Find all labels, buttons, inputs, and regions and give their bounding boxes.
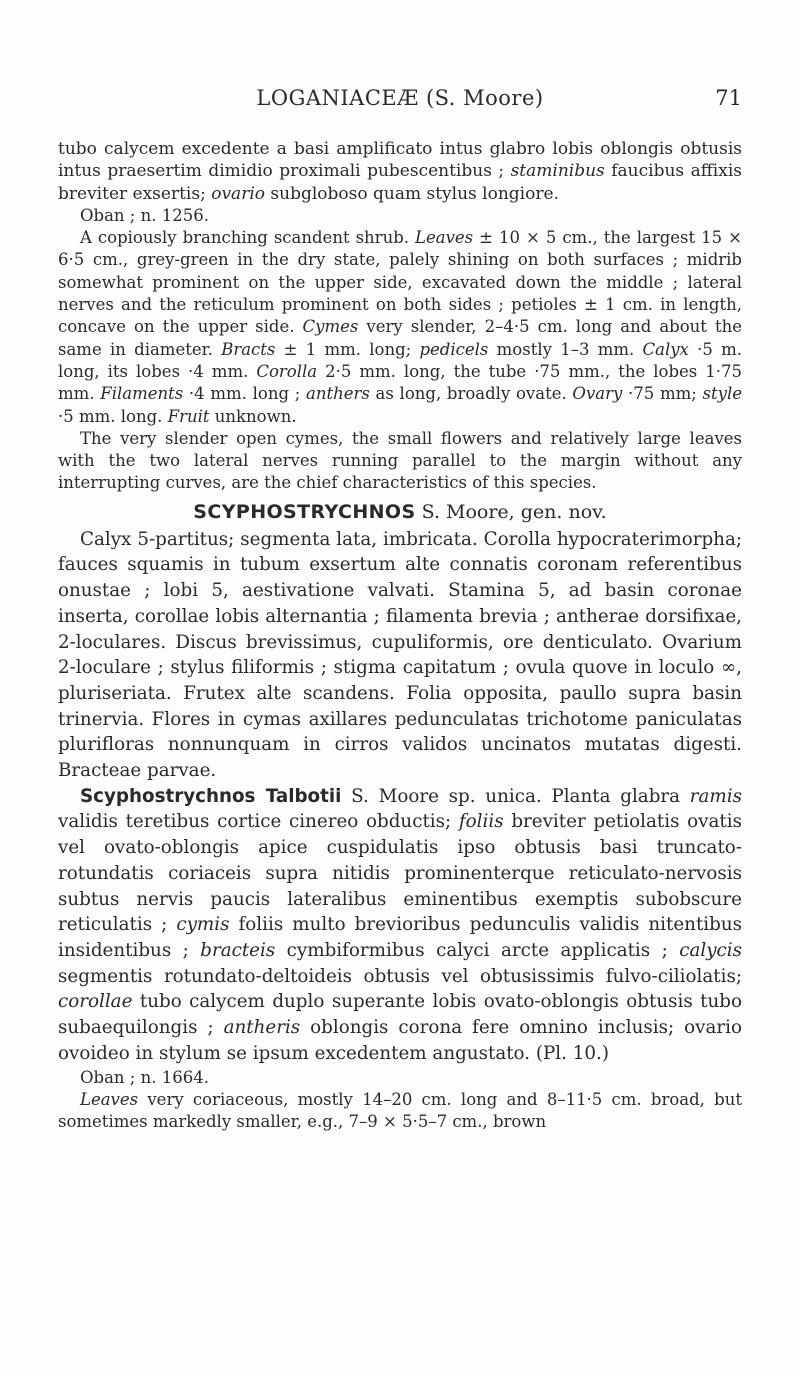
species-description-latin: Scyphostrychnos Talbotii S. Moore sp. unica. Planta glabra ramis validis teretibus cortice cinereo obductis; foliis breviter petiolatis ovatis vel ovato-oblongis apice cuspidulatis ipso obtusis basi truncato-rotundatis coriaceis supra nitidis prominenterque reticulato-nervosis subtus nervis paucis lateralibus eminentibus exemptis subobscure reticulatis ; cymis foliis multo brevioribus pedunculis validis nitentibus insidentibus ; bracteis cymbiformibus calyci arcte applicatis ; calycis segmentis rotundato-deltoideis obtusis vel obtusissimis fulvo-ciliolatis; corollae tubo calycem duplo superante lobis ovato-oblongis obtusis tubo subaequilongis ; antheris oblongis corona fere omnino inclusis; ovario ovoideo in stylum se ipsum excedentem angustato. (Pl. 10.) (58, 785, 742, 1064)
species-remarks: The very slender open cymes, the small flowers and relatively large leaves with the two lateral nerves running parallel to the margin without any interrupting curves, are the chief characteristics of this species. (58, 428, 742, 493)
page-number: 71 (715, 86, 742, 110)
species-description-english: A copiously branching scandent shrub. Leaves ± 10 × 5 cm., the largest 15 × 6·5 cm., grey-green in the dry state, palely shining on both surfaces ; midrib somewhat prominent on the upper side, excavated down the middle ; lateral nerves and the reticulum prominent on both sides ; petioles ± 1 cm. in length, concave on the upper side. Cymes very slender, 2–4·5 cm. long and about the same in diameter. Bracts ± 1 mm. long; pedicels mostly 1–3 mm. Calyx ·5 m. long, its lobes ·4 mm. Corolla 2·5 mm. long, the tube ·75 mm., the lobes 1·75 mm. Filaments ·4 mm. long ; anthers as long, broadly ovate. Ovary ·75 mm; style ·5 mm. long. Fruit unknown. (58, 228, 743, 426)
genus-name: SCYPHOSTRYCHNOS (193, 500, 416, 523)
species-description-english-2: Leaves very coriaceous, mostly 14–20 cm. long and 8–11·5 cm. broad, but sometimes markedly smaller, e.g., 7–9 × 5·5–7 cm., brown (58, 1089, 742, 1132)
locality-citation-2: Oban ; n. 1664. (80, 1067, 209, 1087)
running-header (58, 86, 742, 114)
genus-description-latin: Calyx 5-partitus; segmenta lata, imbricata. Corolla hypocraterimorpha; fauces squamis in tubum exsertum alte connatis coronam referentibus onustae ; lobi 5, aestivatione valvati. Stamina 5, ad basin coronae inserta, corollae lobis alternantia ; filamenta brevia ; antherae dorsifixae, 2-loculares. Discus brevissimus, cupuliformis, ore denticulato. Ovarium 2-loculare ; stylus filiformis ; stigma capitatum ; ovula quove in loculo ∞, pluriseriata. Frutex alte scandens. Folia opposita, paullo supra basin trinervia. Flores in cymas axillares pedunculatas trichotome paniculatas plurifloras nonnunquam in cirros validos uncinatos mutatas digesti. Bracteae parvae. (58, 528, 742, 782)
locality-citation: Oban ; n. 1256. (80, 205, 209, 225)
running-title: LOGANIACEÆ (S. Moore) (256, 86, 544, 110)
genus-heading: SCYPHOSTRYCHNOS S. Moore, gen. nov. (193, 500, 607, 523)
species-name: Scyphostrychnos Talbotii (80, 785, 342, 807)
diagnosis-continued: tubo calycem excedente a basi amplificato intus glabro lobis oblongis obtusis intus praesertim dimidio proximali pubescentibus ; staminibus faucibus affixis breviter exsertis; ovario subgloboso quam stylus longiore. (58, 139, 742, 204)
page-body (58, 138, 742, 1133)
